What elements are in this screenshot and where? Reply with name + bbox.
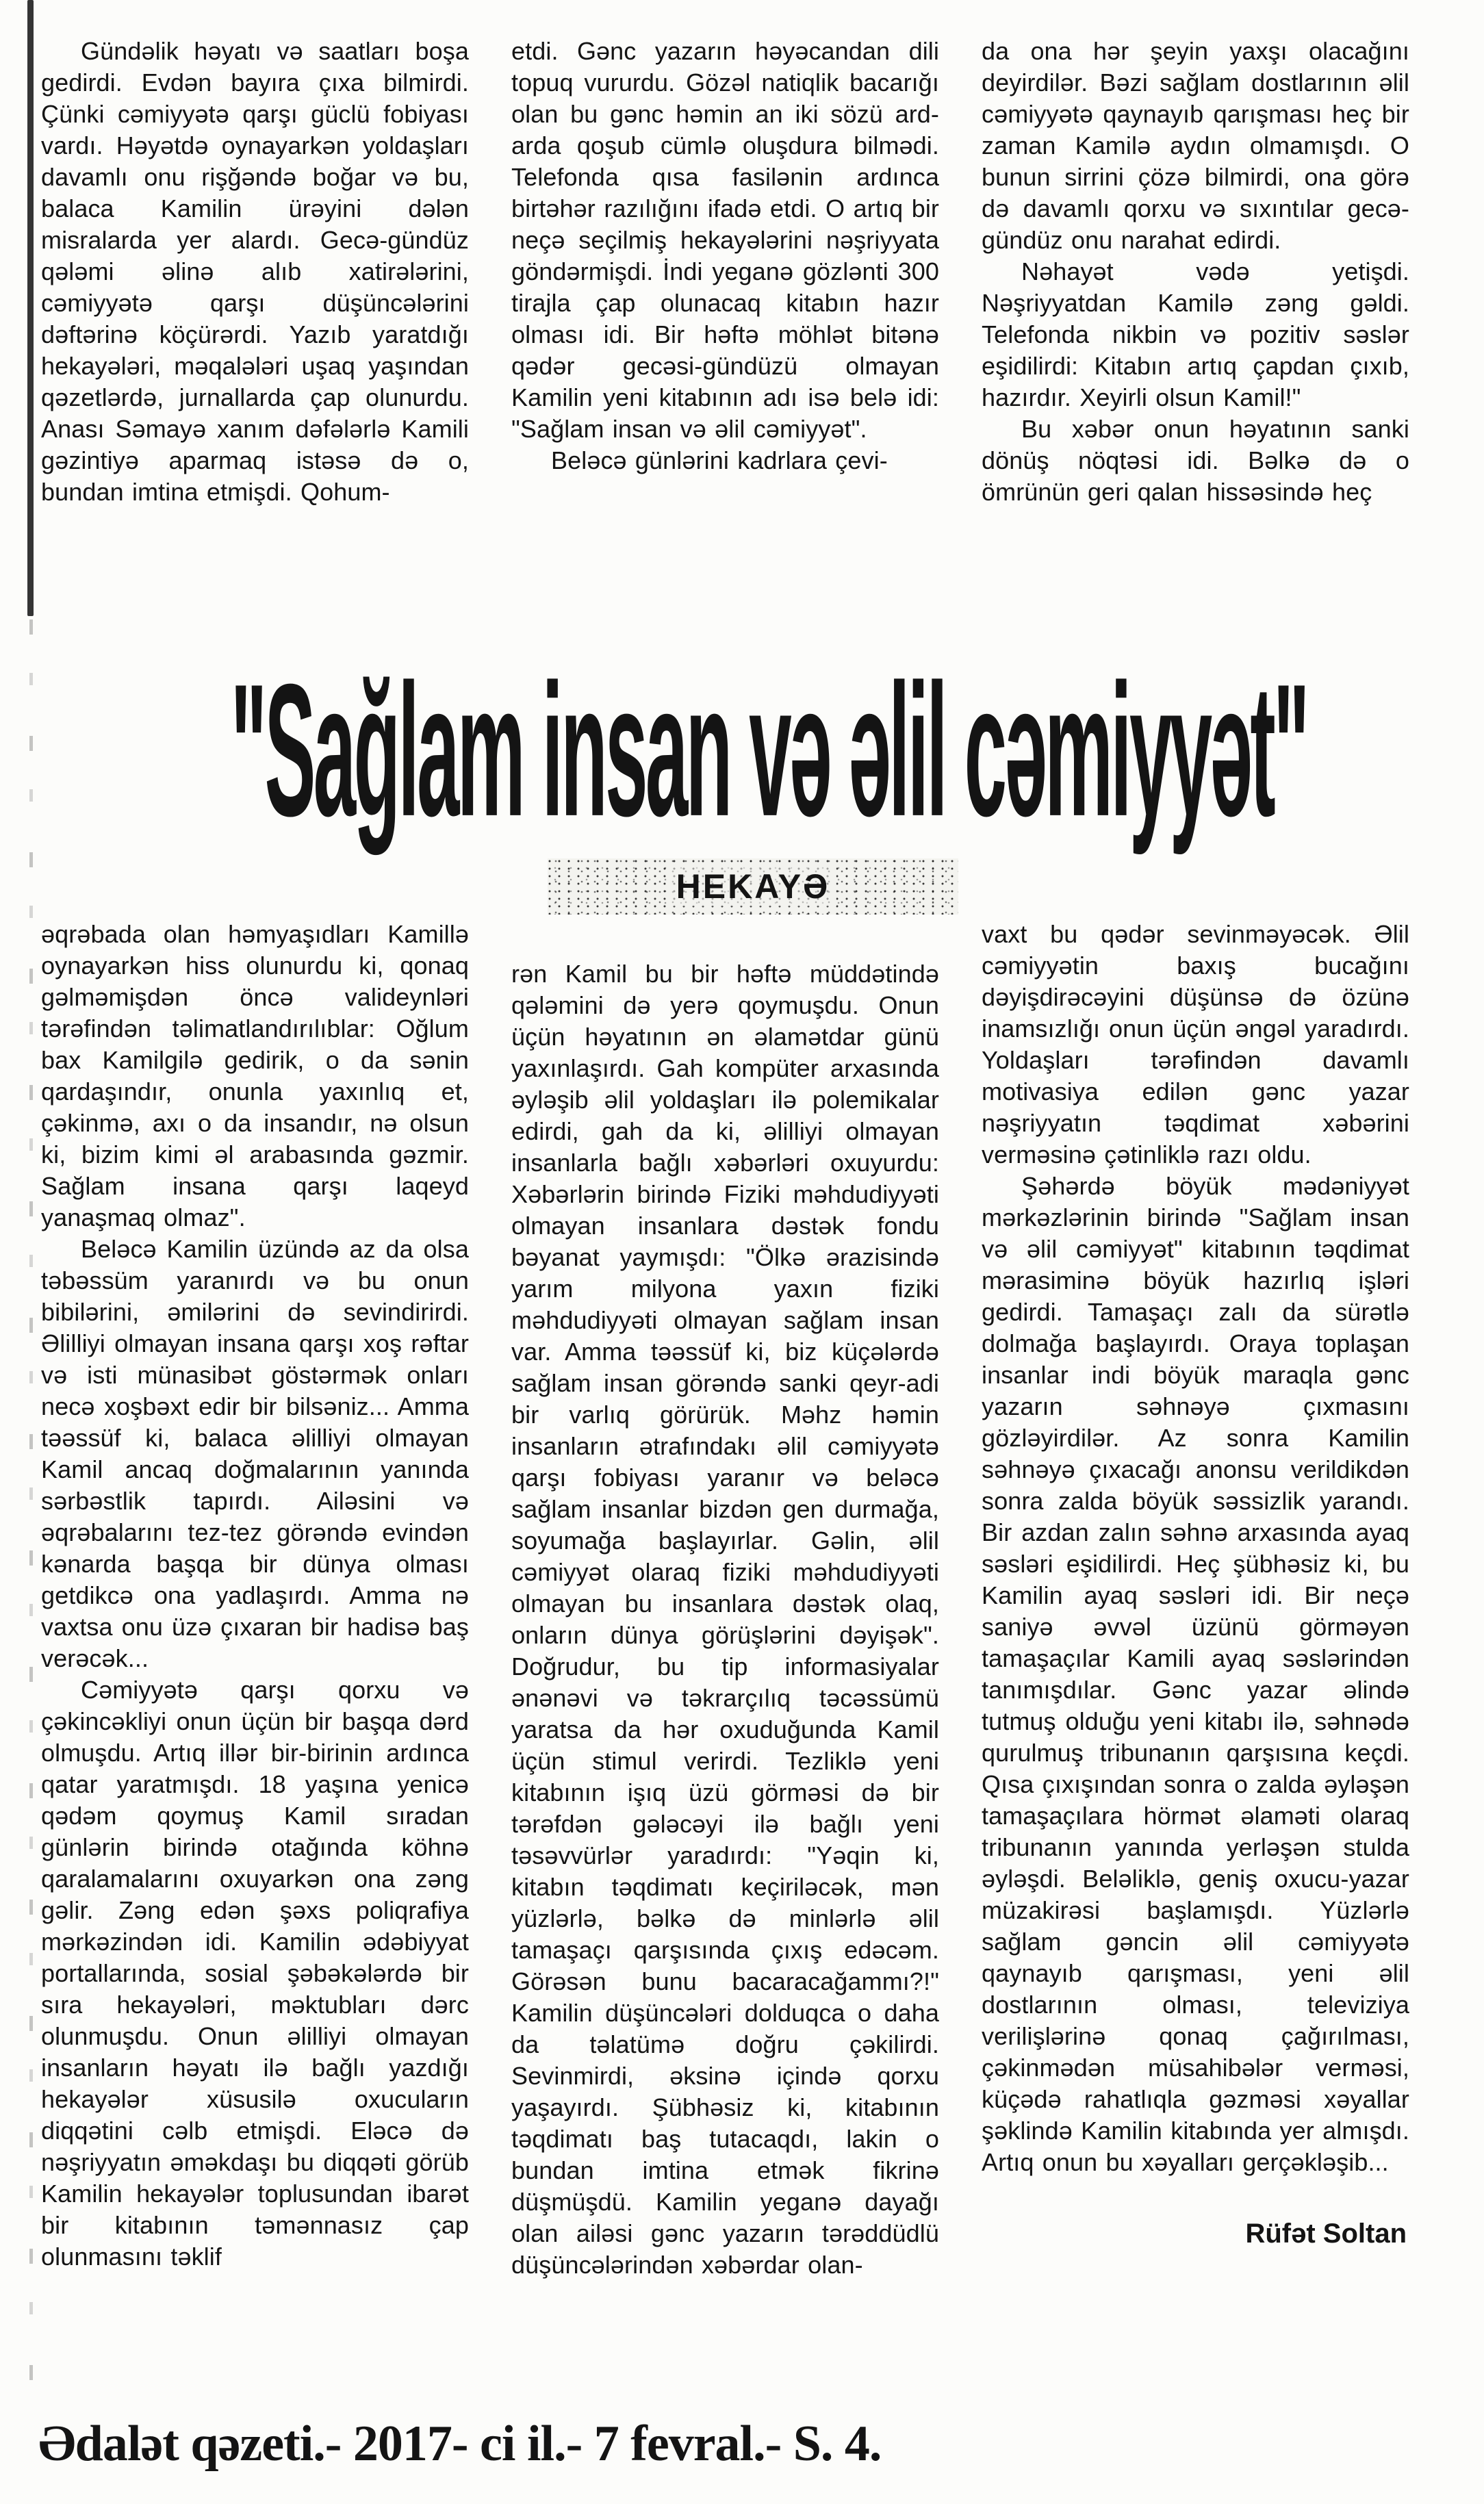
paragraph: əqrəbada olan həmyaşıdları Kamillə oynayarkən hiss olunurdu ki, qonaq gəlməmişdən öncə valideynləri tərəfindən təlimatlandırılıblar: Oğlum bax Kamilgilə gedirik, o da sənin qardaşındır, onunla yaxınlıq et, çəkinmə, axı o da insandır, nə olsun ki, bizim kimi əl arabasında gəzmir. Sağlam insana qarşı laqeyd yanaşmaq olmaz".	[41, 920, 469, 1231]
body-column-1	[41, 919, 469, 2403]
source-citation: Ədalət qəzeti.- 2017- ci il.- 7 fevral.- S. 4.	[38, 2416, 882, 2472]
kicker-label: HEKAYƏ	[669, 867, 837, 906]
kicker-strip	[548, 858, 958, 915]
body-column-3	[982, 919, 1409, 2403]
scan-edge-artifact	[27, 0, 34, 616]
paragraph: rən Kamil bu bir həftə müddətində qələmini də yerə qoymuşdu. Onun üçün həyatının ən əlamətdar günü yaxınlaşırdı. Gah kompüter arxasında əyləşib əlil yoldaşları ilə polemikalar edirdi, gah da ki, əlilliyi olmayan insanlarla bağlı xəbərləri oxuyurdu: Xəbərlərin birində Fiziki məhdudiyyəti olmayan insanlara dəstək fondu bəyanat yaymışdı: "Ölkə ərazisində yarım milyona yaxın fiziki məhdudiyyəti olmayan sağlam insan var. Amma təəssüf ki, biz küçələrdə sağlam insan görəndə sanki qeyr-adi bir varlıq görürük. Məhz həmin insanların ətrafındakı əlil cəmiyyətə qarşı fobiyası yaranır və beləcə sağlam insanlar bizdən gen durmağa, soyumağa başlayırlar. Gəlin, əlil cəmiyyət olaraq fiziki məhdudiyyəti olmayan bu insanlara dəstək olaq, onların dünya görüşlərini dəyişək". Doğrudur, bu tip informasiyalar ənənəvi və təkrarçılıq təcəssümü yaratsa da hər oxuduğunda Kamil üçün stimul verirdi. Tezliklə yeni kitabının işıq üzü görməsi də bir tərəfdən gələcəyi ilə bağlı yeni təsəvvürlər yaradırdı: "Yəqin ki, kitabın təqdimatı keçiriləcək, mən yüzlərlə, bəlkə də minlərlə əlil tamaşaçı qarşısında çıxış edəcəm. Görəsən bunu bacaracağammı?!" Kamilin düşüncələri dolduqca o daha da təlatümə doğru çəkilirdi. Sevinmirdi, əksinə içində qorxu yaşayırdı. Şübhəsiz ki, kitabının təqdimatı baş tutacaqdı, lakin o bundan imtina etmək fikrinə düşmüşdü. Kamilin yeganə dayağı olan ailəsi gənc yazarın tərəddüdlü düşüncələrindən xəbərdar olan-	[511, 960, 939, 2279]
article-headline-text: "Sağlam insan və əlil cəmiyyət"	[231, 644, 1307, 856]
paragraph: Cəmiyyətə qarşı qorxu və çəkincəkliyi onun üçün bir başqa dərd olmuşdu. Artıq illər bir-birinin ardınca qatar yaratmışdı. 18 yaşına yenicə qədəm qoymuş Kamil sıradan günlərin birində otağında köhnə qaralamalarını oxuyarkən ona zəng gəlir. Zəng edən şəxs poliqrafiya mərkəzindən idi. Kamilin ədəbiyyat portallarında, sosial şəbəkələrdə bir sıra hekayələri, məktubları dərc olunmuşdu. Onun əlilliyi olmayan insanların həyatı ilə bağlı yazdığı hekayələr xüsusilə oxucuların diqqətini cəlb etmişdi. Eləcə də nəşriyyatın əməkdaşı bu diqqəti görüb Kamilin hekayələr toplusundan ibarət bir kitabının təmənnasız çap olunmasını təklif	[41, 1676, 469, 2271]
top-text-section	[41, 36, 1410, 630]
body-column-2	[511, 919, 939, 2403]
body-text-section	[41, 919, 1410, 2403]
paragraph: etdi. Gənc yazarın həyəcandan dili topuq vururdu. Gözəl natiqlik bacarığı olan bu gənc həmin an iki sözü ard-arda qoşub cümlə oluşdura bilmədi. Telefonda qısa fasilənin ardınca birtəhər razılığını ifadə etdi. O artıq bir neçə seçilmiş hekayələrini nəşriyyata göndərmişdi. İndi yeganə gözlənti 300 tirajla çap olunacaq kitabın hazır olması idi. Bir həftə möhlət bitənə qədər gecəsi-gündüzü olmayan Kamilin yeni kitabının adı isə belə idi: "Sağlam insan və əlil cəmiyyət".	[511, 37, 939, 443]
paragraph: Nəhayət vədə yetişdi. Nəşriyyatdan Kamilə zəng gəldi. Telefonda nikbin və pozitiv səslər eşidilirdi: Kitabın artıq çapdan çıxıb, hazırdır. Xeyirli olsun Kamil!"	[982, 257, 1409, 411]
paragraph: da ona hər şeyin yaxşı olacağını deyirdilər. Bəzi sağlam dostlarının əlil cəmiyyətə qaynayıb qarışması heç bir zaman Kamilə aydın olmamışdı. O bunun sirrini çözə bilmirdi, ona görə də davamlı qorxu və sıxıntılar gecə-gündüz onu narahat edirdi.	[982, 37, 1409, 254]
paragraph: Şəhərdə böyük mədəniyyət mərkəzlərinin birində "Sağlam insan və əlil cəmiyyət" kitabının təqdimat mərasiminə böyük hazırlıq işləri gedirdi. Tamaşaçı zalı da sürətlə dolmağa başlayırdı. Oraya toplaşan insanlar indi böyük maraqla gənc yazarın səhnəyə çıxmasını gözləyirdilər. Az sonra Kamilin səhnəyə çıxacağı anonsu verildikdən sonra zalda böyük səssizlik yarandı. Bir azdan zalın səhnə arxasında ayaq səsləri eşidilirdi. Heç şübhəsiz ki, bu Kamilin ayaq səsləri idi. Bir neçə saniyə əvvəl üzünü görməyən tamaşaçılar Kamili ayaq səslərindən tanımışdılar. Gənc yazar əlində tutmuş olduğu yeni kitabı ilə, səhnədə qurulmuş tribunanın qarşısına keçdi. Qısa çıxışından sonra o zalda əyləşən tamaşaçılara hörmət əlaməti olaraq tribunanın yanında yerləşən stulda əyləşdi. Beləliklə, geniş oxucu-yazar müzakirəsi başlamışdı. Yüzlərlə sağlam gəncin əlil cəmiyyətə qaynayıb qarışması, yeni əlil dostlarının olması, televiziya verilişlərinə qonaq çağırılması, çəkinmədən müsahibələr verməsi, küçədə rahatlıqla gəzməsi xəyallar şəklində Kamilin kitabında yer almışdı. Artıq onun bu xəyalları gerçəkləşib...	[982, 1172, 1409, 2176]
paragraph: vaxt bu qədər sevinməyəcək. Əlil cəmiyyətin baxış bucağını dəyişdirəcəyini düşünsə də özünə inamsızlığı onun üçün əngəl yaradırdı. Yoldaşları tərəfindən davamlı motivasiya edilən gənc yazar nəşriyyatın təqdimat xəbərini verməsinə çətinliklə razı oldu.	[982, 920, 1409, 1168]
paragraph: Gündəlik həyatı və saatları boşa gedirdi. Evdən bayıra çıxa bilmirdi. Çünki cəmiyyətə qarşı güclü fobiyası vardı. Həyətdə oynayarkən yoldaşları davamlı onu rişğəndə boğar və bu, balaca Kamilin ürəyini dələn misralarda yer alardı. Gecə-gündüz qələmi əlinə alıb xatirələrini, cəmiyyətə qarşı düşüncələrini dəftərinə köçürərdi. Yazıb yaratdığı hekayələri, məqalələri uşaq yaşından qəzetlərdə, jurnallarda çap olunurdu. Anası Səmayə xanım dəfələrlə Kamili gəzintiyə aparmaq istəsə də o, bundan imtina etmişdi. Qohum-	[41, 37, 469, 506]
top-column-1	[41, 36, 469, 630]
top-column-2	[511, 36, 939, 630]
paragraph: Beləcə günlərini kadrlara çevi-	[551, 446, 888, 474]
paragraph: Bu xəbər onun həyatının sanki dönüş nöqtəsi idi. Bəlkə də o ömrünün geri qalan hissəsində heç	[982, 415, 1409, 506]
top-column-3	[982, 36, 1409, 630]
scan-edge-artifact	[29, 619, 33, 2399]
article-headline	[0, 642, 1484, 854]
paragraph: Beləcə Kamilin üzündə az da olsa təbəssüm yaranırdı və bu onun bibilərini, əmilərini də sevindirirdi. Əlilliyi olmayan insana qarşı xoş rəftar və isti münasibət göstərmək onları necə xoşbəxt edir bir bilsəniz... Amma təəssüf ki, balaca əlilliyi olmayan Kamil ancaq doğmalarının yanında sərbəstlik tapırdı. Ailəsini və əqrəbalarını tez-tez görəndə evindən kənarda başqa bir dünya olması getdikcə ona yadlaşırdı. Amma nə vaxtsa onu üzə çıxaran bir hadisə baş verəcək...	[41, 1235, 469, 1672]
author-signature: Rüfət Soltan	[1245, 2219, 1407, 2249]
body-column-3-text	[982, 919, 1409, 2178]
